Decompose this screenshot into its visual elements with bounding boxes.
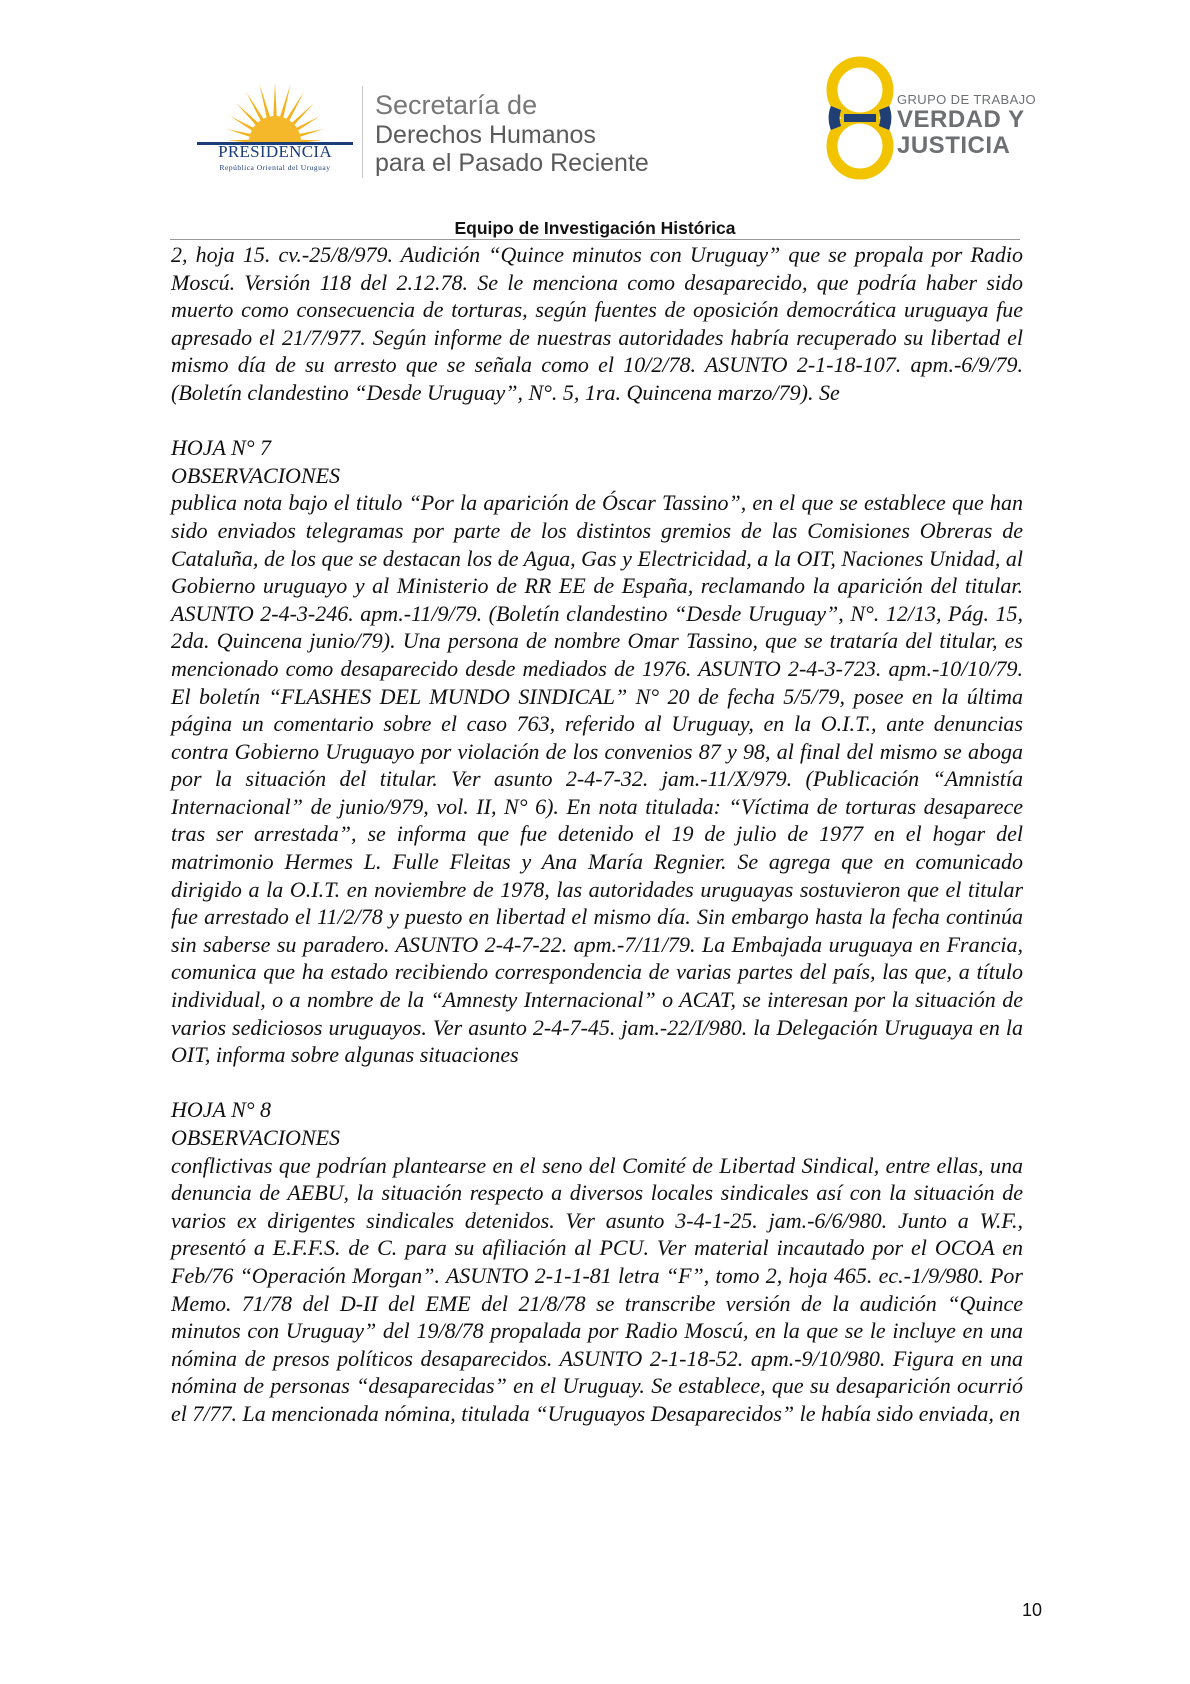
spacer: [171, 1069, 1023, 1097]
grupo-line-3: JUSTICIA: [897, 132, 1011, 159]
page-number: 10: [1021, 1600, 1042, 1620]
paragraph-3: conflictivas que podrían plantearse en el seno del Comité de Libertad Sindical, entre ellas, una denuncia de AEBU, la situación respecto a diversos locales sindicales así con la situación de varios ex dirigentes sindicales detenidos. Ver asunto 3-4-1-25. jam.-6/6/980. Junto a W.F., presentó a E.F.F.S. de C. para su afiliación al PCU. Ver material incautado por el OCOA en Feb/76 “Operación Morgan”. ASUNTO 2-1-1-81 letra “F”, tomo 2, hoja 465. ec.-1/9/980. Por Memo. 71/78 del D-II del EME del 21/8/78 se transcribe versión de la audición “Quince minutos con Uruguay” del 19/8/78 propalada por Radio Moscú, en la que se le incluye en una nómina de presos políticos desaparecidos. ASUNTO 2-1-18-52. apm.-9/10/980. Figura en una nómina de personas “desaparecidas” en el Uruguay. Se establece, que su desaparición ocurrió el 7/77. La mencionada nómina, titulada “Uruguayos Desaparecidos” le había sido enviada, en: [171, 1152, 1023, 1426]
secretaria-line-1: Secretaría de: [375, 90, 538, 120]
header-divider: [362, 86, 363, 178]
paragraph-2: publica nota bajo el titulo “Por la aparición de Óscar Tassino”, en el que se establece que han sido enviados telegramas por parte de los distintos gremios de las Comisiones Obreras de Cataluña, de los que se destacan los de Agua, Gas y Electricidad, a la OIT, Naciones Unidad, al Gobierno uruguayo y al Ministerio de RR EE de España, reclamando la aparición del titular. ASUNTO 2-4-3-246. apm.-11/9/79. (Boletín clandestino “Desde Uruguay”, N°. 12/13, Pág. 15, 2da. Quincena junio/79). Una persona de nombre Omar Tassino, que se trataría del titular, es mencionado como desaparecido desde mediados de 1976. ASUNTO 2-4-3-723. apm.-10/10/79. El boletín “FLASHES DEL MUNDO SINDICAL” N° 20 de fecha 5/5/79, posee en la última página un comentario sobre el caso 763, referido al Uruguay, en la O.I.T., ante denuncias contra Gobierno Uruguayo por violación de los convenios 87 y 98, al final del mismo se aboga por la situación del titular. Ver asunto 2-4-7-32. jam.-11/X/979. (Publicación “Amnistía Internacional” de junio/979, vol. II, N° 6). En nota titulada: “Víctima de torturas desaparece tras ser arrestada”, se informa que fue detenido el 19 de julio de 1977 en el hogar del matrimonio Hermes L. Fulle Fleitas y Ana María Regnier. Se agrega que en comunicado dirigido a la O.I.T. en noviembre de 1978, las autoridades uruguayas sostuvieron que el titular fue arrestado el 11/2/78 y puesto en libertad el mismo día. Sin embargo hasta la fecha continúa sin saberse su paradero. ASUNTO 2-4-7-22. apm.-7/11/79. La Embajada uruguaya en Francia, comunica que ha estado recibiendo correspondencia de varias partes del país, las que, a título individual, o a nombre de la “Amnesty Internacional” o ACAT, se interesan por la situación de varios sediciosos uruguayos. Ver asunto 2-4-7-45. jam.-22/I/980. la Delegación Uruguaya en la OIT, informa sobre algunas situaciones: [171, 490, 1023, 1068]
secretaria-line-3: para el Pasado Reciente: [375, 149, 649, 177]
presidencia-name: PRESIDENCIA: [218, 142, 332, 161]
header-rule: [170, 239, 1020, 240]
paragraph-1: 2, hoja 15. cv.-25/8/979. Audición “Quince minutos con Uruguay” que se propala por Radio Moscú. Versión 118 del 2.12.78. Se le menciona como desaparecido, que podría haber sido muerto como consecuencia de torturas, según fuentes de oposición democrática uruguaya fue apresado el 21/7/977. Según informe de nuestras autoridades habría recuperado su libertad el mismo día de su arresto que se señala como el 10/2/78. ASUNTO 2-1-18-107. apm.-6/9/79. (Boletín clandestino “Desde Uruguay”, N°. 5, 1ra. Quincena marzo/79). Se: [171, 242, 1023, 405]
grupo-line-1: GRUPO DE TRABAJO: [897, 92, 1037, 107]
observaciones-label-1: OBSERVACIONES: [171, 462, 341, 488]
grupo-line-2: VERDAD Y: [897, 106, 1025, 133]
observaciones-label-2: OBSERVACIONES: [171, 1125, 341, 1150]
presidencia-subtitle: República Oriental del Uruguay: [219, 163, 331, 172]
hoja-8-label: HOJA N° 8: [171, 1097, 272, 1123]
secretaria-logo-text: [375, 90, 649, 177]
page-header: [0, 0, 1190, 215]
grupo-logo-text: [897, 92, 1036, 159]
document-body: [171, 241, 1023, 1428]
secretaria-line-2: Derechos Humanos: [375, 121, 596, 149]
team-title: Equipo de Investigación Histórica: [454, 218, 736, 238]
verdad-justicia-logo-icon: [820, 56, 900, 180]
hoja-7-label: HOJA N° 7: [171, 435, 272, 461]
spacer: [171, 407, 1023, 435]
